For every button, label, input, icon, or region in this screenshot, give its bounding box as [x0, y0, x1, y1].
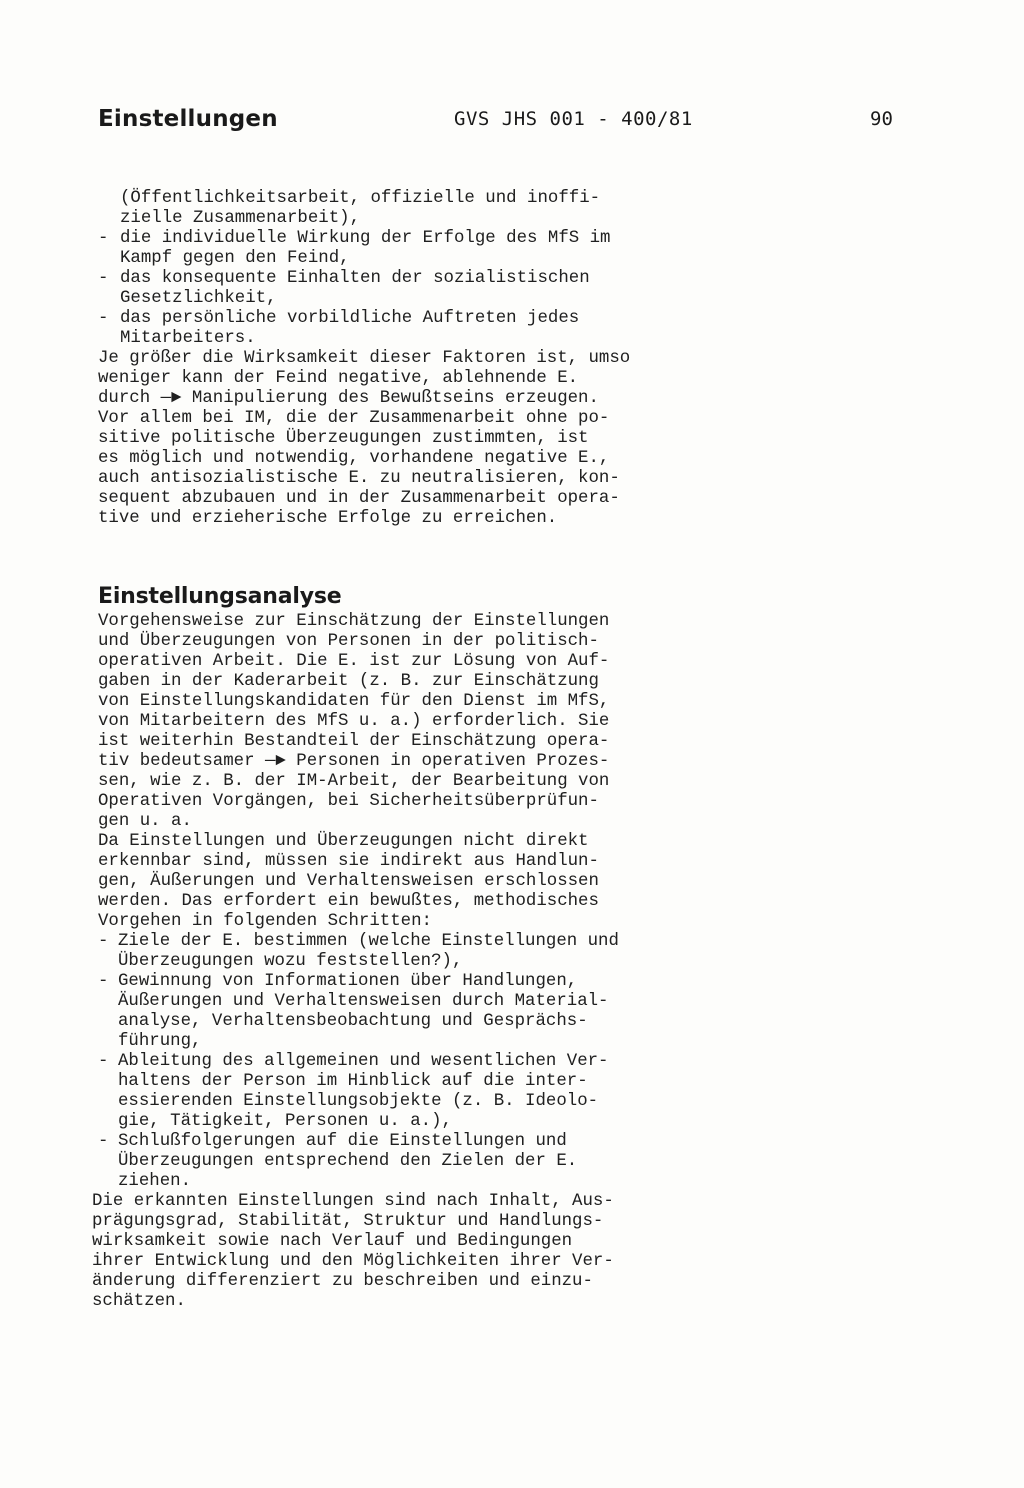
text-line — [0, 349, 1024, 369]
line-text: Kampf gegen den Feind, — [120, 249, 350, 268]
text-line — [0, 772, 1024, 792]
line-text: Ableitung des allgemeinen und wesentlichen Ver- — [118, 1052, 609, 1071]
text-line — [0, 369, 1024, 389]
line-text: Je größer die Wirksamkeit dieser Faktoren ist, umso — [98, 349, 631, 368]
line-text: prägungsgrad, Stabilität, Struktur und Handlungs- — [92, 1212, 604, 1231]
text-line — [0, 1112, 1024, 1132]
line-text: änderung differenziert zu beschreiben und einzu- — [92, 1272, 593, 1291]
line-text: Gesetzlichkeit, — [120, 289, 277, 308]
line-text: tive und erzieherische Erfolge zu erreichen. — [98, 509, 558, 528]
text-line — [0, 429, 1024, 449]
line-text: Da Einstellungen und Überzeugungen nicht direkt — [98, 832, 589, 851]
text-line — [0, 792, 1024, 812]
line-text: Vorgehensweise zur Einschätzung der Einstellungen — [98, 612, 610, 631]
text-line — [0, 1092, 1024, 1112]
text-line — [0, 229, 1024, 249]
text-line — [0, 449, 1024, 469]
line-text: führung, — [118, 1032, 202, 1051]
section-einstellungsanalyse — [0, 584, 1024, 1312]
text-line — [0, 469, 1024, 489]
text-line — [0, 652, 1024, 672]
document-reference: GVS JHS 001 - 400/81 — [454, 108, 693, 130]
text-line — [0, 832, 1024, 852]
line-text: weniger kann der Feind negative, ablehnende E. — [98, 369, 579, 388]
line-text: die individuelle Wirkung der Erfolge des MfS im — [120, 229, 611, 248]
text-line — [0, 932, 1024, 952]
line-text: Mitarbeiters. — [120, 329, 256, 348]
text-line — [0, 1012, 1024, 1032]
text-line — [0, 1052, 1024, 1072]
line-text: Schlußfolgerungen auf die Einstellungen und — [118, 1132, 567, 1151]
text-line — [0, 269, 1024, 289]
text-line — [0, 1272, 1024, 1292]
line-text: ist weiterhin Bestandteil der Einschätzung opera- — [98, 732, 610, 751]
section-einstellungen-continued — [0, 189, 1024, 529]
text-line — [0, 892, 1024, 912]
text-line — [0, 189, 1024, 209]
text-line — [0, 1172, 1024, 1192]
text-line — [0, 732, 1024, 752]
text-line — [0, 209, 1024, 229]
text-line — [0, 289, 1024, 309]
text-line — [0, 672, 1024, 692]
line-text: Überzeugungen entsprechend den Zielen der E. — [118, 1152, 578, 1171]
line-text: Vorgehen in folgenden Schritten: — [98, 912, 432, 931]
line-text: gie, Tätigkeit, Personen u. a.), — [118, 1112, 452, 1131]
list-bullet: - — [98, 269, 109, 288]
line-text: Die erkannten Einstellungen sind nach Inhalt, Aus- — [92, 1192, 614, 1211]
line-text: es möglich und notwendig, vorhandene negative E., — [98, 449, 610, 468]
text-line — [0, 389, 1024, 409]
text-line — [0, 1152, 1024, 1172]
line-text: essierenden Einstellungsobjekte (z. B. Ideolo- — [118, 1092, 599, 1111]
text-line — [0, 409, 1024, 429]
line-text: gen, Äußerungen und Verhaltensweisen erschlossen — [98, 872, 599, 891]
text-line — [0, 1192, 1024, 1212]
text-line — [0, 852, 1024, 872]
line-text: erkennbar sind, müssen sie indirekt aus Handlun- — [98, 852, 599, 871]
text-line — [0, 309, 1024, 329]
line-text: wirksamkeit sowie nach Verlauf und Bedingungen — [92, 1232, 573, 1251]
line-text: werden. Das erfordert ein bewußtes, methodisches — [98, 892, 599, 911]
list-bullet: - — [98, 229, 109, 248]
text-line — [0, 489, 1024, 509]
text-line — [0, 1292, 1024, 1312]
list-bullet: - — [98, 972, 109, 991]
text-line — [0, 612, 1024, 632]
list-bullet: - — [98, 309, 109, 328]
line-text: sequent abzubauen und in der Zusammenarbeit opera- — [98, 489, 620, 508]
line-text: von Einstellungskandidaten für den Dienst im MfS, — [98, 692, 610, 711]
text-line — [0, 692, 1024, 712]
header-title: Einstellungen — [98, 106, 278, 132]
line-text: haltens der Person im Hinblick auf die inter- — [118, 1072, 588, 1091]
text-line — [0, 812, 1024, 832]
text-line — [0, 632, 1024, 652]
page-number: 90 — [870, 108, 893, 130]
text-line — [0, 712, 1024, 732]
text-line — [0, 1132, 1024, 1152]
text-line — [0, 1032, 1024, 1052]
section-heading: Einstellungsanalyse — [98, 584, 342, 609]
list-bullet: - — [98, 1132, 109, 1151]
text-line — [0, 1212, 1024, 1232]
text-line — [0, 509, 1024, 529]
line-text: von Mitarbeitern des MfS u. a.) erforderlich. Sie — [98, 712, 610, 731]
line-text: auch antisozialistische E. zu neutralisieren, kon- — [98, 469, 620, 488]
text-line — [0, 992, 1024, 1012]
text-line — [0, 1072, 1024, 1092]
line-text: durch —► Manipulierung des Bewußtseins erzeugen. — [98, 389, 599, 408]
line-text: gaben in der Kaderarbeit (z. B. zur Einschätzung — [98, 672, 599, 691]
line-text: Äußerungen und Verhaltensweisen durch Material- — [118, 992, 609, 1011]
line-text: Gewinnung von Informationen über Handlungen, — [118, 972, 578, 991]
text-line — [0, 1232, 1024, 1252]
line-text: und Überzeugungen von Personen in der politisch- — [98, 632, 599, 651]
line-text: gen u. a. — [98, 812, 192, 831]
list-bullet: - — [98, 1052, 109, 1071]
line-text: zielle Zusammenarbeit), — [120, 209, 361, 228]
text-line — [0, 972, 1024, 992]
line-text: ihrer Entwicklung und den Möglichkeiten ihrer Ver- — [92, 1252, 614, 1271]
line-text: sen, wie z. B. der IM-Arbeit, der Bearbeitung von — [98, 772, 610, 791]
text-line — [0, 952, 1024, 972]
text-line — [0, 912, 1024, 932]
line-text: schätzen. — [92, 1292, 186, 1311]
line-text: (Öffentlichkeitsarbeit, offizielle und inoffi- — [120, 189, 601, 208]
line-text: das persönliche vorbildliche Auftreten jedes — [120, 309, 580, 328]
line-text: tiv bedeutsamer —► Personen in operativen Prozes- — [98, 752, 610, 771]
text-line — [0, 249, 1024, 269]
text-line — [0, 872, 1024, 892]
text-line — [0, 1252, 1024, 1272]
page-header — [0, 106, 1024, 140]
line-text: Ziele der E. bestimmen (welche Einstellungen und — [118, 932, 619, 951]
line-text: Überzeugungen wozu feststellen?), — [118, 952, 463, 971]
line-text: das konsequente Einhalten der sozialistischen — [120, 269, 590, 288]
line-text: analyse, Verhaltensbeobachtung und Gesprächs- — [118, 1012, 588, 1031]
line-text: Vor allem bei IM, die der Zusammenarbeit ohne po- — [98, 409, 610, 428]
text-line — [0, 329, 1024, 349]
line-text: ziehen. — [118, 1172, 192, 1191]
line-text: operativen Arbeit. Die E. ist zur Lösung von Auf- — [98, 652, 610, 671]
list-bullet: - — [98, 932, 109, 951]
line-text: sitive politische Überzeugungen zustimmten, ist — [98, 429, 589, 448]
text-line — [0, 752, 1024, 772]
line-text: Operativen Vorgängen, bei Sicherheitsüberprüfun- — [98, 792, 599, 811]
